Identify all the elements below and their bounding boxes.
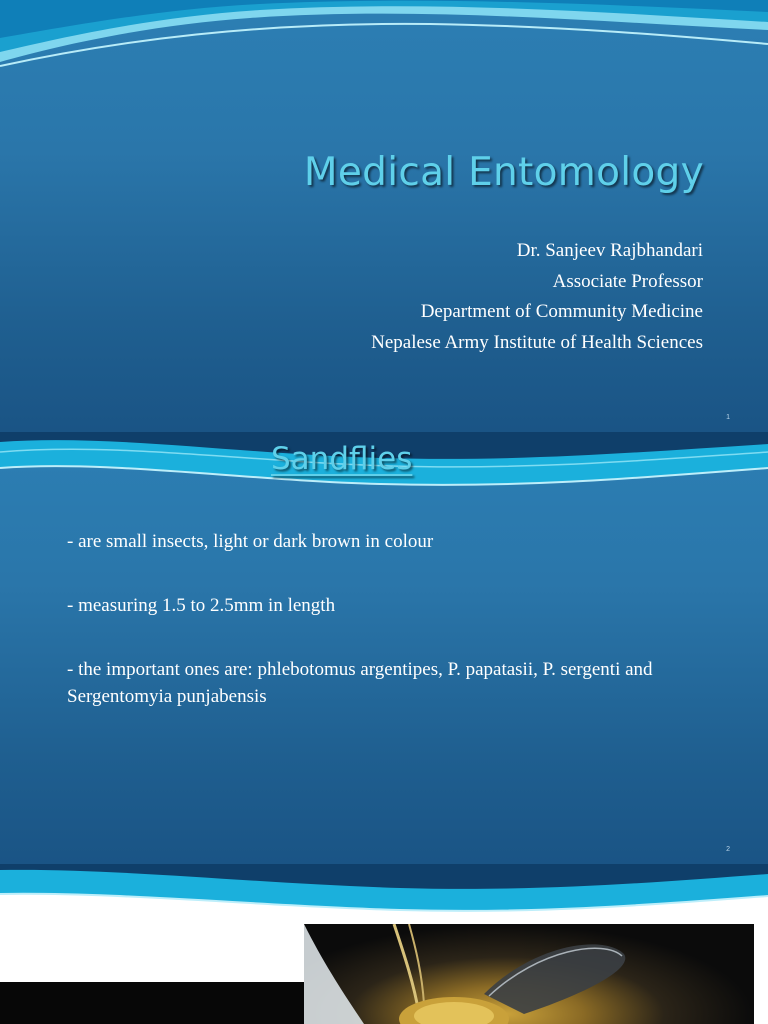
bullet-item: - the important ones are: phlebotomus argentipes, P. papatasii, P. sergenti and Sergentomyia punjabensis: [67, 659, 653, 707]
slide-number: 1: [726, 414, 730, 421]
author-department: Department of Community Medicine: [420, 301, 703, 322]
photo-backdrop: [0, 982, 304, 1024]
author-position: Associate Professor: [552, 270, 703, 292]
sandfly-image: [304, 924, 754, 1024]
author-name: Dr. Sanjeev Rajbhandari: [516, 240, 703, 261]
bullet-list: [67, 528, 717, 747]
author-block: [371, 236, 703, 358]
slide-title: Sandflies: [271, 441, 413, 477]
slide-number: 2: [726, 846, 730, 853]
header-swoosh: [0, 0, 768, 90]
bullet-item: - are small insects, light or dark brown in colour: [67, 531, 434, 552]
author-institution: Nepalese Army Institute of Health Sciences: [371, 331, 703, 353]
bullet-item: - measuring 1.5 to 2.5mm in length: [67, 595, 336, 616]
slide-title: Medical Entomology: [303, 150, 704, 195]
slide-1: [0, 0, 768, 432]
header-swoosh: [0, 864, 768, 914]
sandfly-photo: [304, 924, 754, 1024]
